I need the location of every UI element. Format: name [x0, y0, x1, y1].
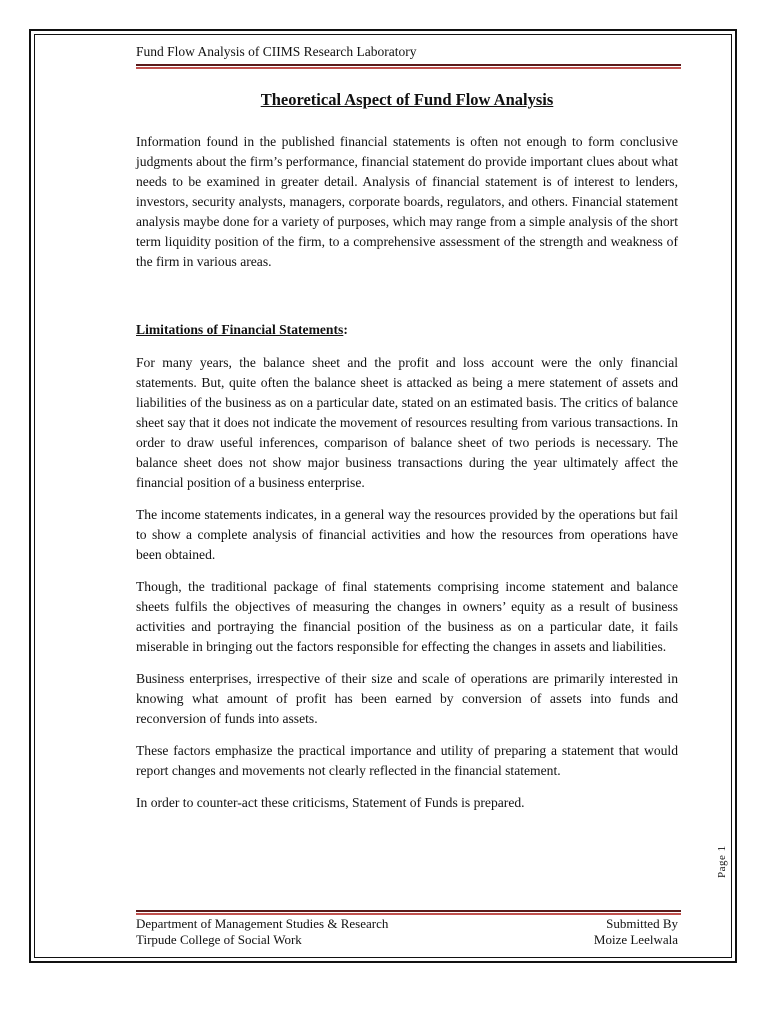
page-footer [136, 916, 678, 948]
body-paragraph: These factors emphasize the practical importance and utility of preparing a statement that would report changes and movements not clearly reflected in the financial statement. [136, 743, 678, 778]
footer-submission [594, 916, 678, 948]
footer-submitted-by: Submitted By [606, 916, 678, 931]
footer-rule [136, 910, 681, 915]
intro-paragraph: Information found in the published financial statements is often not enough to form conclusive judgments about the firm’s performance, financial statement do provide important clues about what needs to be examined in greater detail. Analysis of financial statement is of interest to lenders, investors, security analysts, managers, corporate boards, regulators, and others. Financial statement analysis maybe done for a variety of purposes, which may range from a simple analysis of the short term liquidity position of the firm, to a comprehensive assessment of the strength and weakness of the firm in various areas. [136, 134, 678, 269]
page-title: Theoretical Aspect of Fund Flow Analysis [260, 90, 554, 109]
footer-department: Department of Management Studies & Research [136, 916, 389, 931]
footer-institution [136, 916, 388, 948]
footer-author: Moize Leelwala [593, 932, 678, 947]
header-rule [136, 64, 681, 69]
section-heading [136, 320, 678, 340]
footer-college: Tirpude College of Social Work [136, 932, 302, 947]
section-heading-text: Limitations of Financial Statements [136, 322, 344, 337]
body-paragraph: For many years, the balance sheet and the profit and loss account were the only financial statements. But, quite often the balance sheet is attacked as being a mere statement of assets and liabilities of the business as on a particular date, stated on an estimated basis. The critics of balance sheet say that it does not indicate the movement of resources resulting from various transactions. In order to draw useful inferences, comparison of balance sheet of two periods is necessary. The balance sheet does not show major business transactions during the year ultimately affect the financial position of a business enterprise. [136, 355, 678, 490]
page-content [136, 90, 678, 825]
section-heading-colon: : [343, 322, 348, 337]
running-header: Fund Flow Analysis of CIIMS Research Laboratory [136, 44, 417, 59]
body-paragraph: The income statements indicates, in a general way the resources provided by the operations but fail to show a complete analysis of financial activities and how the resources from operations have been obtained. [136, 507, 678, 562]
body-paragraph: Business enterprises, irrespective of their size and scale of operations are primarily interested in knowing what amount of profit has been earned by conversion of assets into funds and reconversion of funds into assets. [136, 671, 678, 726]
page-number: Page 1 [716, 845, 728, 878]
body-paragraph: Though, the traditional package of final statements comprising income statement and balance sheets fulfils the objectives of measuring the changes in owners’ equity as a result of business activities and portraying the financial position of the business as on a particular date, it fails miserable in bringing out the factors responsible for effecting the changes in assets and liabilities. [136, 579, 678, 654]
body-paragraph: In order to counter-act these criticisms, Statement of Funds is prepared. [136, 795, 525, 810]
